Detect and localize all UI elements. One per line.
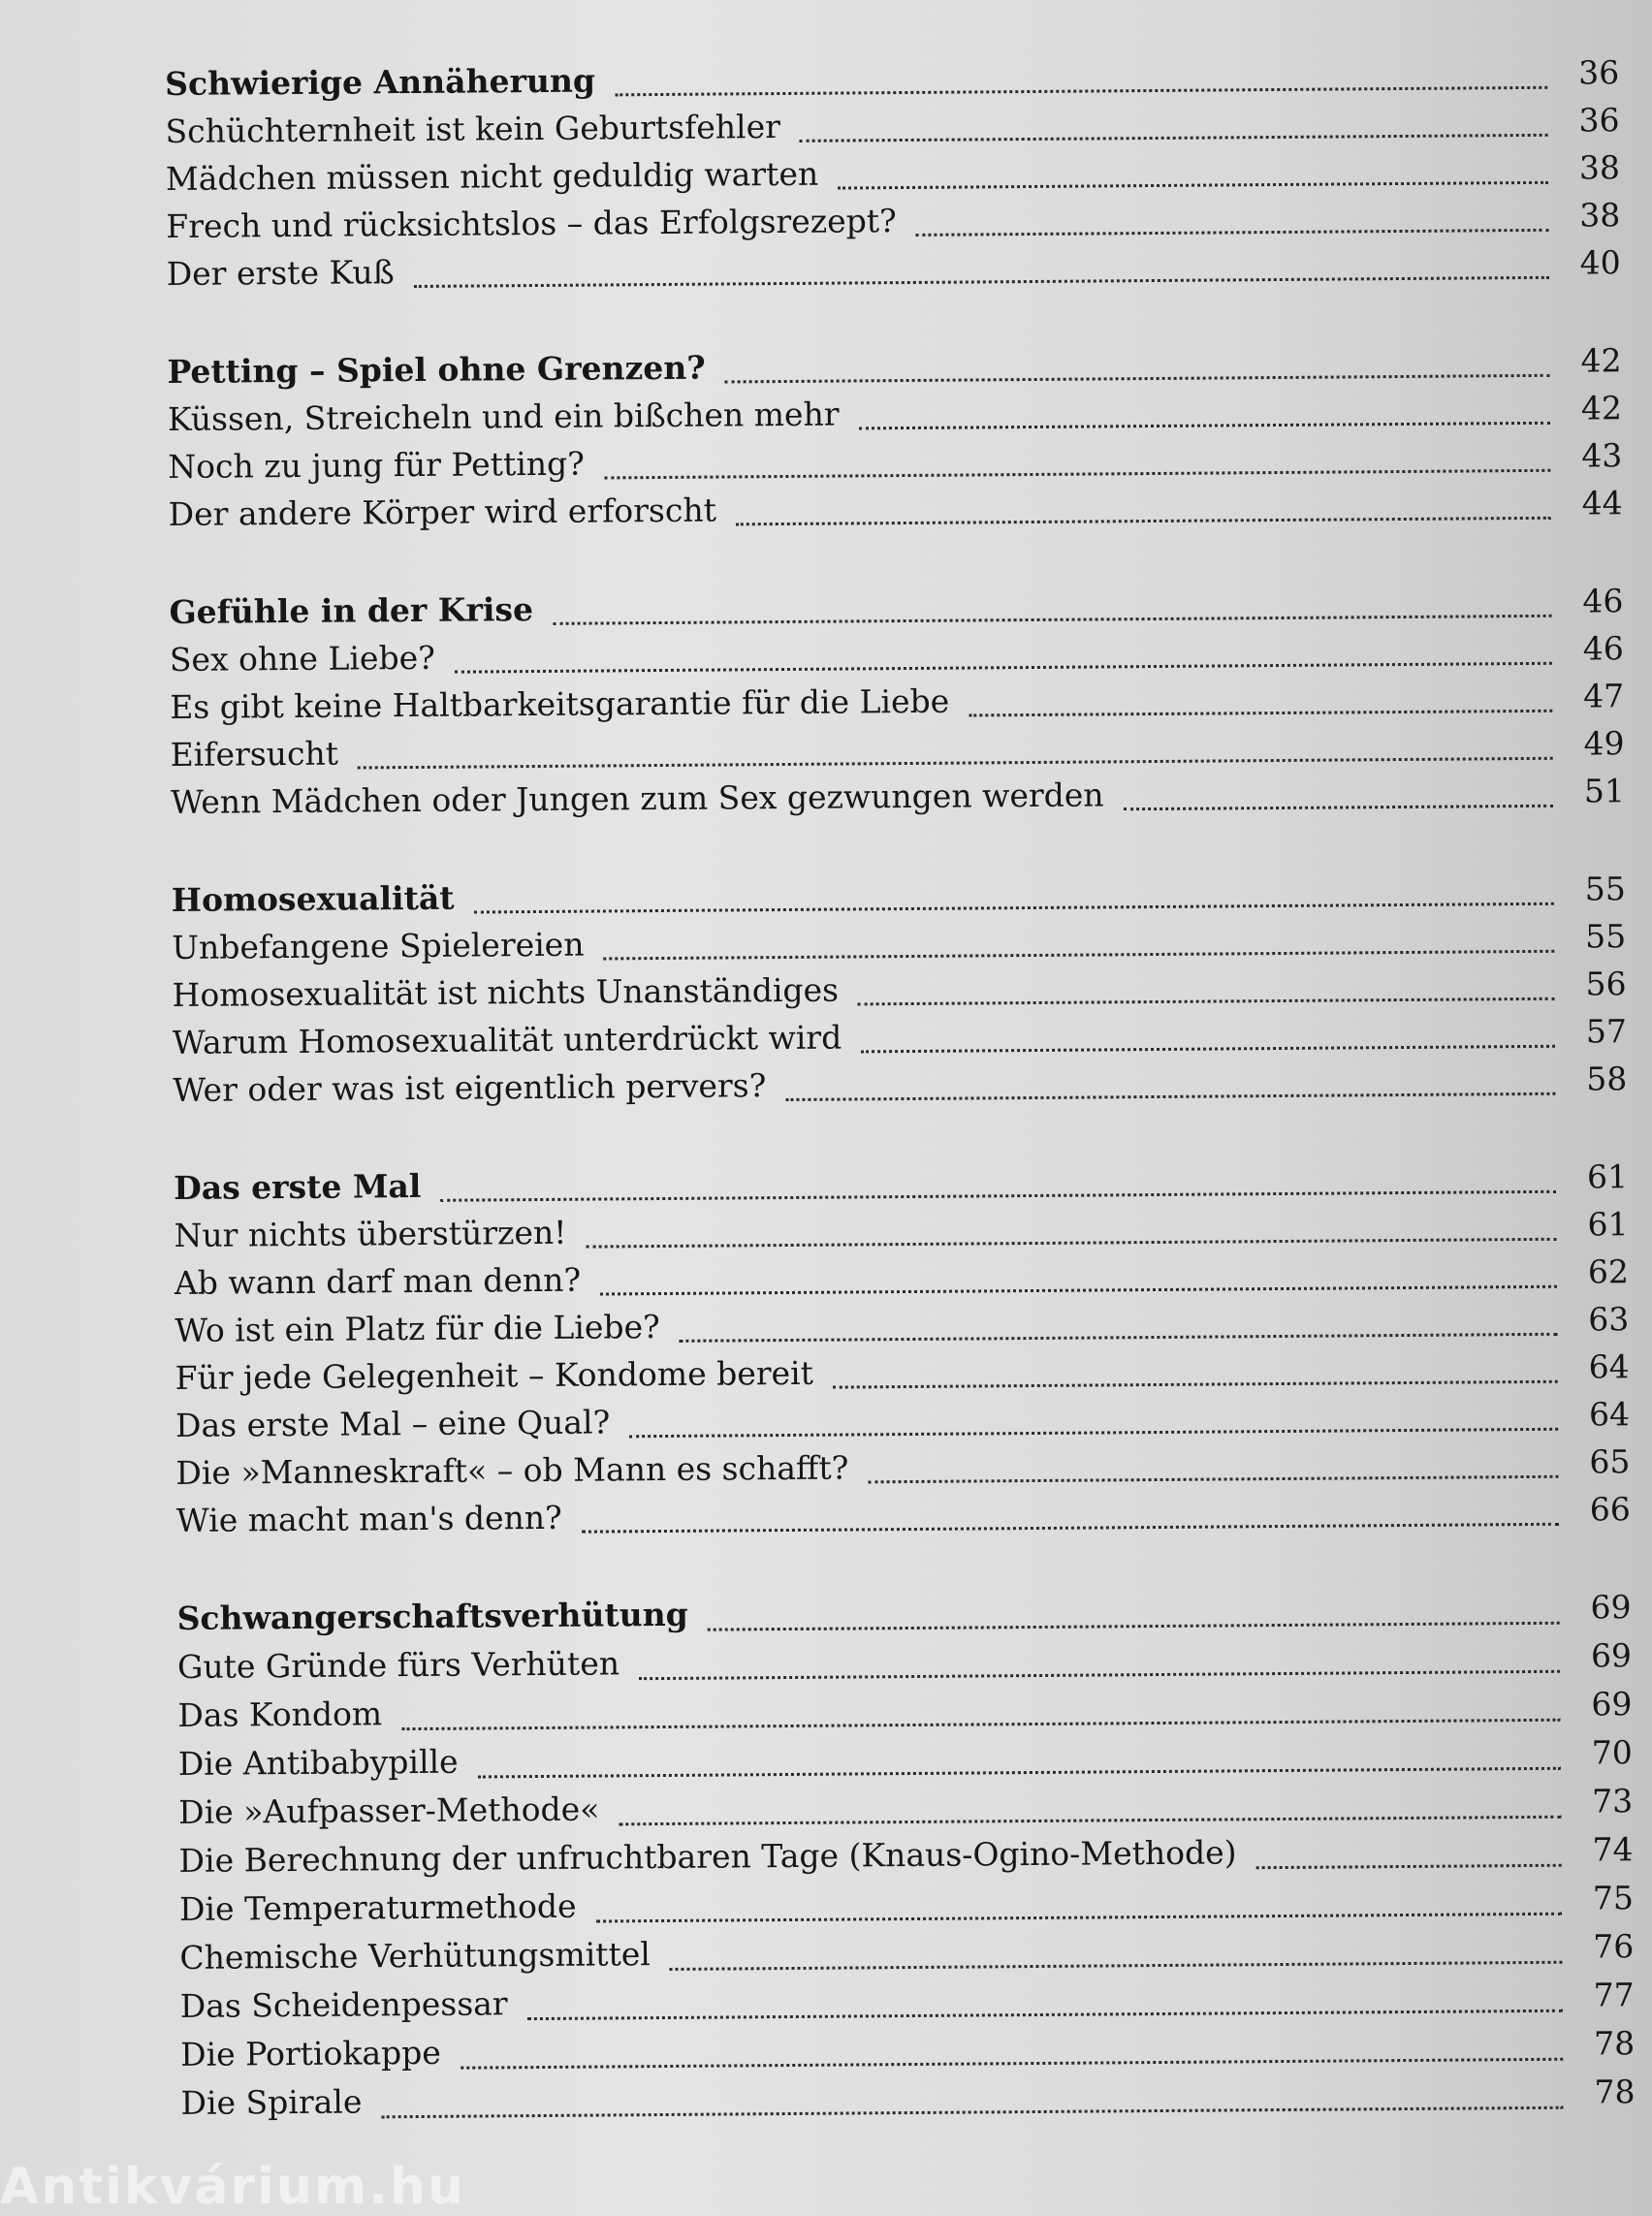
table-of-contents — [165, 48, 1652, 2173]
toc-entry-title: Unbefangene Spielereien — [172, 925, 585, 966]
leader-dots — [868, 1475, 1558, 1484]
leader-dots — [461, 2058, 1563, 2070]
toc-entry — [167, 238, 1621, 298]
leader-dots — [833, 1380, 1558, 1389]
toc-entry — [168, 479, 1622, 538]
toc-entry-title: Wer oder was ist eigentlich pervers? — [173, 1066, 767, 1109]
leader-dots — [478, 1767, 1561, 1779]
leader-dots — [553, 615, 1551, 625]
toc-entry — [176, 1485, 1631, 1544]
toc-page-number: 69 — [1591, 1685, 1633, 1724]
toc-page-number: 51 — [1583, 772, 1626, 810]
leader-dots — [838, 181, 1548, 190]
leader-dots — [382, 2106, 1564, 2119]
leader-dots — [440, 1190, 1556, 1202]
leader-dots — [708, 1622, 1560, 1631]
toc-page-number: 38 — [1578, 148, 1621, 187]
toc-page-number: 44 — [1581, 484, 1623, 522]
toc-section — [176, 1583, 1652, 2128]
leader-dots — [401, 1719, 1560, 1730]
leader-dots — [670, 1961, 1563, 1971]
toc-page-number: 36 — [1578, 101, 1620, 140]
toc-entry-title: Warum Homosexualität unterdrückt wird — [172, 1018, 842, 1061]
toc-page-number: 64 — [1588, 1395, 1631, 1434]
toc-page-number: 49 — [1583, 724, 1625, 763]
toc-page-number: 40 — [1579, 243, 1621, 282]
toc-entry-title: Das Scheidenpessar — [179, 1984, 508, 2025]
toc-entry-title: Noch zu jung für Petting? — [168, 444, 586, 486]
leader-dots — [358, 757, 1553, 770]
watermark: Antikvárium.hu — [0, 2158, 465, 2216]
leader-dots — [596, 1913, 1562, 1923]
leader-dots — [1124, 805, 1553, 810]
toc-page-number: 46 — [1582, 629, 1624, 668]
toc-entry-title: Homosexualität ist nichts Unanständiges — [172, 970, 840, 1014]
toc-entry-title: Der andere Körper wird erforscht — [168, 491, 717, 533]
leader-dots — [619, 1816, 1561, 1826]
toc-page-number: 56 — [1585, 965, 1627, 1003]
toc-section — [165, 48, 1652, 298]
toc-page-number: 46 — [1582, 582, 1624, 620]
toc-entry-title: Sex ohne Liebe? — [169, 638, 435, 679]
toc-entry — [173, 1055, 1627, 1114]
toc-page-number: 78 — [1594, 2073, 1636, 2111]
toc-section — [174, 1153, 1652, 1544]
toc-page-number: 38 — [1579, 196, 1621, 235]
leader-dots — [858, 997, 1555, 1006]
leader-dots — [615, 86, 1547, 97]
toc-heading-title: Schwierige Annäherung — [165, 61, 596, 103]
toc-entry-title: Küssen, Streicheln und ein bißchen mehr — [167, 395, 840, 438]
toc-page-number: 64 — [1588, 1347, 1630, 1386]
leader-dots — [629, 1428, 1558, 1439]
toc-page-number: 42 — [1580, 389, 1623, 427]
leader-dots — [861, 1045, 1555, 1054]
toc-page-number: 55 — [1584, 917, 1627, 956]
toc-page-number: 66 — [1589, 1490, 1631, 1529]
toc-page-number: 36 — [1577, 53, 1620, 92]
toc-page-number: 69 — [1590, 1588, 1632, 1627]
toc-entry-title: Mädchen müssen nicht geduldig warten — [165, 154, 819, 198]
toc-entry-title: Die Antibabypille — [177, 1742, 459, 1783]
toc-entry-title: Die »Aufpasser-Methode« — [178, 1789, 600, 1831]
toc-page-number: 73 — [1591, 1782, 1634, 1820]
leader-dots — [969, 710, 1552, 717]
toc-entry-title: Nur nichts überstürzen! — [174, 1213, 567, 1254]
leader-dots — [527, 2010, 1563, 2020]
toc-page-number: 61 — [1587, 1205, 1629, 1244]
toc-entry-title: Das erste Mal – eine Qual? — [175, 1403, 611, 1444]
toc-entry-title: Für jede Gelegenheit – Kondome bereit — [175, 1353, 814, 1397]
toc-page-number: 74 — [1592, 1830, 1634, 1869]
toc-entry-title: Wo ist ein Platz für die Liebe? — [175, 1308, 660, 1349]
leader-dots — [680, 1333, 1558, 1343]
toc-heading-title: Schwangerschaftsverhütung — [176, 1595, 688, 1637]
toc-page-number: 78 — [1593, 2024, 1636, 2063]
leader-dots — [455, 662, 1552, 674]
toc-page-number: 77 — [1593, 1976, 1635, 2014]
leader-dots — [859, 422, 1550, 430]
toc-entry-title: Gute Gründe fürs Verhüten — [176, 1644, 620, 1686]
toc-page-number: 63 — [1588, 1300, 1630, 1339]
toc-page-number: 62 — [1587, 1252, 1630, 1291]
toc-entry-title: Es gibt keine Haltbarkeitsgarantie für die Liebe — [170, 681, 950, 726]
toc-page-number: 43 — [1581, 436, 1623, 475]
toc-entry-title: Die Portiokappe — [180, 2033, 441, 2074]
toc-entry-title: Frech und rücksichtslos – das Erfolgsrezept? — [166, 202, 897, 245]
toc-page-number: 58 — [1586, 1060, 1628, 1098]
toc-page-number: 75 — [1592, 1879, 1635, 1917]
toc-page-number: 70 — [1591, 1733, 1633, 1772]
toc-entry-title: Chemische Verhütungsmittel — [179, 1935, 651, 1977]
toc-page-number: 57 — [1585, 1012, 1628, 1051]
toc-page-number: 42 — [1580, 341, 1622, 380]
toc-entry-title: Die Berechnung der unfruchtbaren Tage (Knaus-Ogino-Methode) — [178, 1833, 1237, 1880]
leader-dots — [604, 950, 1555, 961]
toc-entry-title: Ab wann darf man denn? — [174, 1260, 582, 1302]
toc-heading-title: Das erste Mal — [173, 1166, 422, 1207]
toc-entry — [180, 2068, 1635, 2128]
toc-entry-title: Wie macht man's denn? — [175, 1498, 562, 1539]
toc-page-number: 69 — [1590, 1636, 1633, 1675]
toc-page-number: 55 — [1584, 870, 1626, 908]
leader-dots — [1256, 1864, 1562, 1869]
toc-page-number: 65 — [1589, 1442, 1631, 1481]
toc-section — [172, 865, 1652, 1114]
toc-entry-title: Das Kondom — [177, 1694, 383, 1734]
toc-heading-title: Homosexualität — [171, 878, 455, 919]
toc-heading-title: Petting – Spiel ohne Grenzen? — [167, 348, 706, 391]
toc-entry-title: Die Temperaturmethode — [178, 1886, 577, 1928]
leader-dots — [587, 1238, 1557, 1249]
leader-dots — [785, 1092, 1555, 1101]
leader-dots — [600, 1285, 1557, 1296]
toc-entry-title: Wenn Mädchen oder Jungen zum Sex gezwungen werden — [170, 776, 1104, 821]
leader-dots — [800, 134, 1548, 142]
leader-dots — [582, 1523, 1559, 1534]
leader-dots — [639, 1670, 1560, 1680]
toc-entry-title: Die »Manneskraft« – ob Mann es schafft? — [175, 1448, 849, 1492]
leader-dots — [604, 469, 1550, 480]
toc-heading-title: Gefühle in der Krise — [169, 590, 534, 631]
leader-dots — [474, 902, 1554, 914]
toc-page-number: 76 — [1593, 1927, 1635, 1966]
toc-entry-title: Schüchternheit ist kein Geburtsfehler — [165, 108, 781, 150]
toc-page-number: 47 — [1583, 677, 1625, 715]
toc-entry-title: Eifersucht — [170, 734, 339, 774]
toc-section — [167, 336, 1652, 538]
toc-entry — [171, 767, 1625, 826]
leader-dots — [414, 276, 1549, 288]
toc-entry-title: Der erste Kuß — [166, 253, 395, 293]
leader-dots — [725, 374, 1550, 384]
leader-dots — [916, 229, 1549, 237]
toc-page-number: 61 — [1586, 1157, 1629, 1196]
toc-entry-title: Die Spirale — [180, 2082, 363, 2122]
toc-section — [169, 577, 1652, 826]
leader-dots — [736, 517, 1551, 526]
